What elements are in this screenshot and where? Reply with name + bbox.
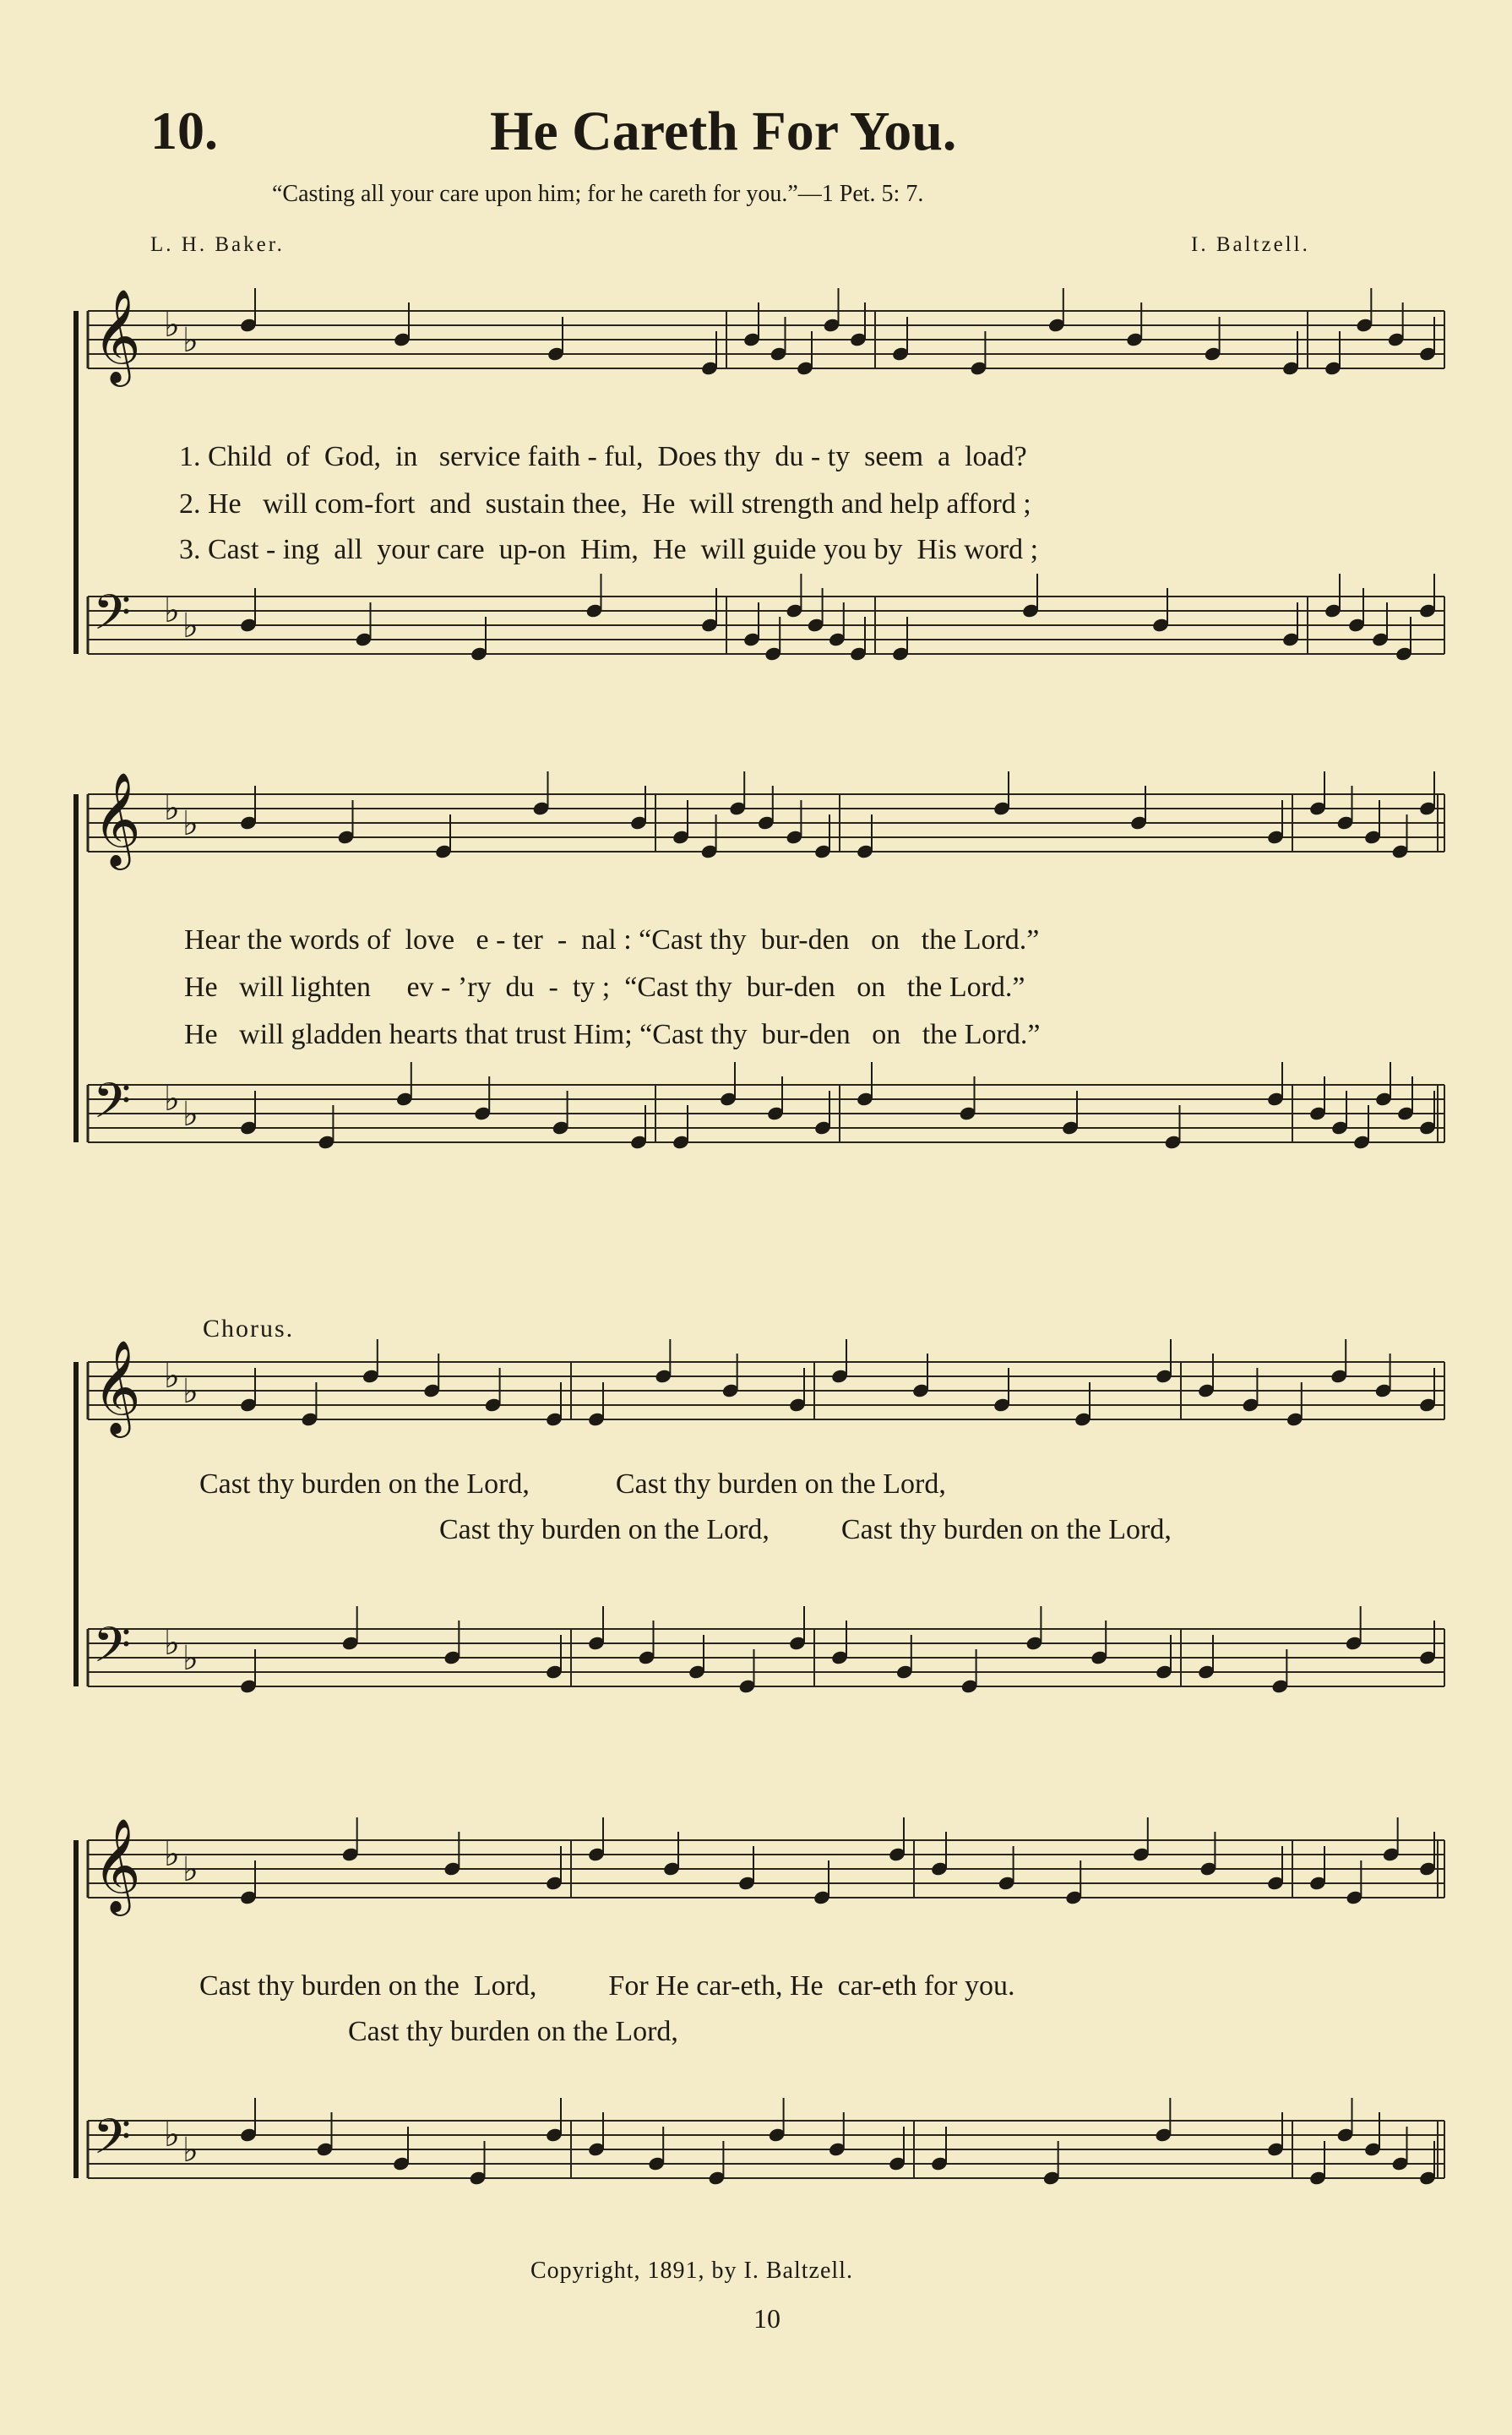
- treble-clef-icon: 𝄞: [93, 1339, 141, 1434]
- author-credit: L. H. Baker.: [150, 233, 285, 256]
- treble-clef-icon: 𝄞: [93, 288, 141, 383]
- lyric-line: Cast thy burden on the Lord, Cast thy burden on the Lord,: [199, 1468, 946, 1500]
- bass-clef-icon: 𝄢: [93, 1072, 132, 1141]
- flat-icon: ♭: [164, 591, 180, 630]
- hymn-title: He Careth For You.: [490, 101, 957, 162]
- lyric-line: 2. He will com-fort and sustain thee, He will strength and help afford ;: [179, 488, 1031, 520]
- flat-icon: ♭: [182, 2131, 199, 2170]
- flat-icon: ♭: [164, 1080, 180, 1119]
- flat-icon: ♭: [182, 804, 199, 843]
- lyric-line: Hear the words of love e - ter - nal : “Cast thy bur-den on the Lord.”: [184, 924, 1040, 956]
- copyright-notice: Copyright, 1891, by I. Baltzell.: [530, 2258, 853, 2284]
- lyric-line: Cast thy burden on the Lord, Cast thy burden on the Lord,: [439, 1514, 1172, 1545]
- flat-icon: ♭: [182, 1095, 199, 1134]
- flat-icon: ♭: [182, 321, 199, 360]
- flat-icon: ♭: [182, 1850, 199, 1889]
- scripture-epigraph: “Casting all your care upon him; for he careth for you.”—1 Pet. 5: 7.: [272, 181, 924, 207]
- treble-clef-icon: 𝄞: [93, 1817, 141, 1912]
- bass-clef-icon: 𝄢: [93, 1616, 132, 1686]
- lyric-line: He will lighten ev - ’ry du - ty ; “Cast thy bur-den on the Lord.”: [184, 972, 1025, 1003]
- flat-icon: ♭: [164, 306, 180, 345]
- flat-icon: ♭: [182, 1372, 199, 1411]
- flat-icon: ♭: [182, 607, 199, 646]
- lyric-line: He will gladden hearts that trust Him; “Cast thy bur-den on the Lord.”: [184, 1019, 1041, 1050]
- flat-icon: ♭: [182, 1639, 199, 1678]
- composer-credit: I. Baltzell.: [1191, 233, 1310, 256]
- flat-icon: ♭: [164, 2116, 180, 2154]
- lyric-line: 1. Child of God, in service faith - ful, Does thy du - ty seem a load?: [179, 441, 1027, 472]
- page-number: 10: [753, 2303, 780, 2334]
- flat-icon: ♭: [164, 1624, 180, 1663]
- treble-clef-icon: 𝄞: [93, 771, 141, 866]
- bass-clef-icon: 𝄢: [93, 584, 132, 653]
- bass-clef-icon: 𝄢: [93, 2108, 132, 2177]
- flat-icon: ♭: [164, 1357, 180, 1396]
- flat-icon: ♭: [164, 789, 180, 828]
- flat-icon: ♭: [164, 1835, 180, 1874]
- lyric-line: 3. Cast - ing all your care up-on Him, He will guide you by His word ;: [179, 534, 1039, 565]
- lyric-line: Cast thy burden on the Lord, For He car-eth, He car-eth for you.: [199, 1970, 1015, 2002]
- hymn-number: 10.: [150, 101, 218, 161]
- chorus-label: Chorus.: [203, 1315, 295, 1343]
- lyric-line: Cast thy burden on the Lord,: [348, 2016, 678, 2047]
